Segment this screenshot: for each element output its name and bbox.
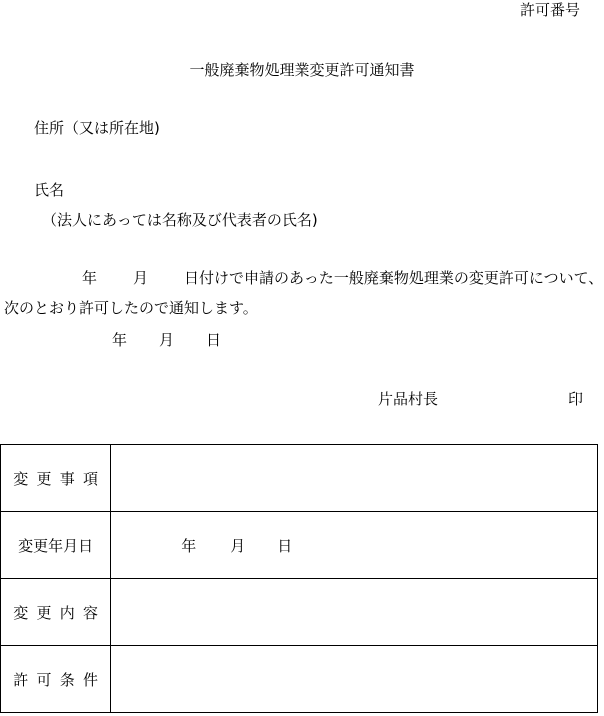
change-date-month: 月 bbox=[230, 536, 246, 555]
body-month: 月 bbox=[133, 269, 149, 287]
issue-date-month: 月 bbox=[159, 331, 175, 349]
body-text-line-2: 次のとおり許可したので通知します。 bbox=[4, 299, 258, 317]
document-title: 一般廃棄物処理業変更許可通知書 bbox=[189, 61, 415, 79]
table-row bbox=[1, 579, 598, 646]
change-date-year: 年 bbox=[181, 536, 197, 555]
row-label-change-date: 変更年月日 bbox=[1, 512, 111, 579]
body-text-line-1 bbox=[82, 268, 603, 288]
table-row bbox=[1, 445, 598, 512]
body-year: 年 bbox=[82, 269, 98, 287]
seal-mark: 印 bbox=[568, 390, 584, 408]
row-label-change-content: 変更内容 bbox=[1, 579, 111, 646]
name-note: （法人にあっては名称及び代表者の氏名) bbox=[42, 211, 318, 229]
details-table bbox=[0, 444, 598, 713]
permit-number-label: 許可番号 bbox=[520, 1, 581, 19]
change-date-day: 日 bbox=[277, 536, 293, 555]
row-value-change-content bbox=[111, 579, 598, 646]
issuer-name: 片品村長 bbox=[378, 390, 439, 408]
issue-date-year: 年 bbox=[112, 331, 128, 349]
issue-date-day: 日 bbox=[206, 331, 222, 349]
table-row bbox=[1, 646, 598, 713]
body-sentence: 日付けで申請のあった一般廃棄物処理業の変更許可について、 bbox=[184, 269, 604, 287]
row-label-change-item: 変更事項 bbox=[1, 445, 111, 512]
issue-date bbox=[112, 330, 221, 350]
table-row bbox=[1, 512, 598, 579]
address-label: 住所（又は所在地) bbox=[34, 119, 160, 137]
row-value-permit-conditions bbox=[111, 646, 598, 713]
row-value-change-item bbox=[111, 445, 598, 512]
name-label: 氏名 bbox=[34, 181, 65, 199]
row-value-change-date bbox=[111, 512, 598, 579]
row-label-permit-conditions: 許可条件 bbox=[1, 646, 111, 713]
